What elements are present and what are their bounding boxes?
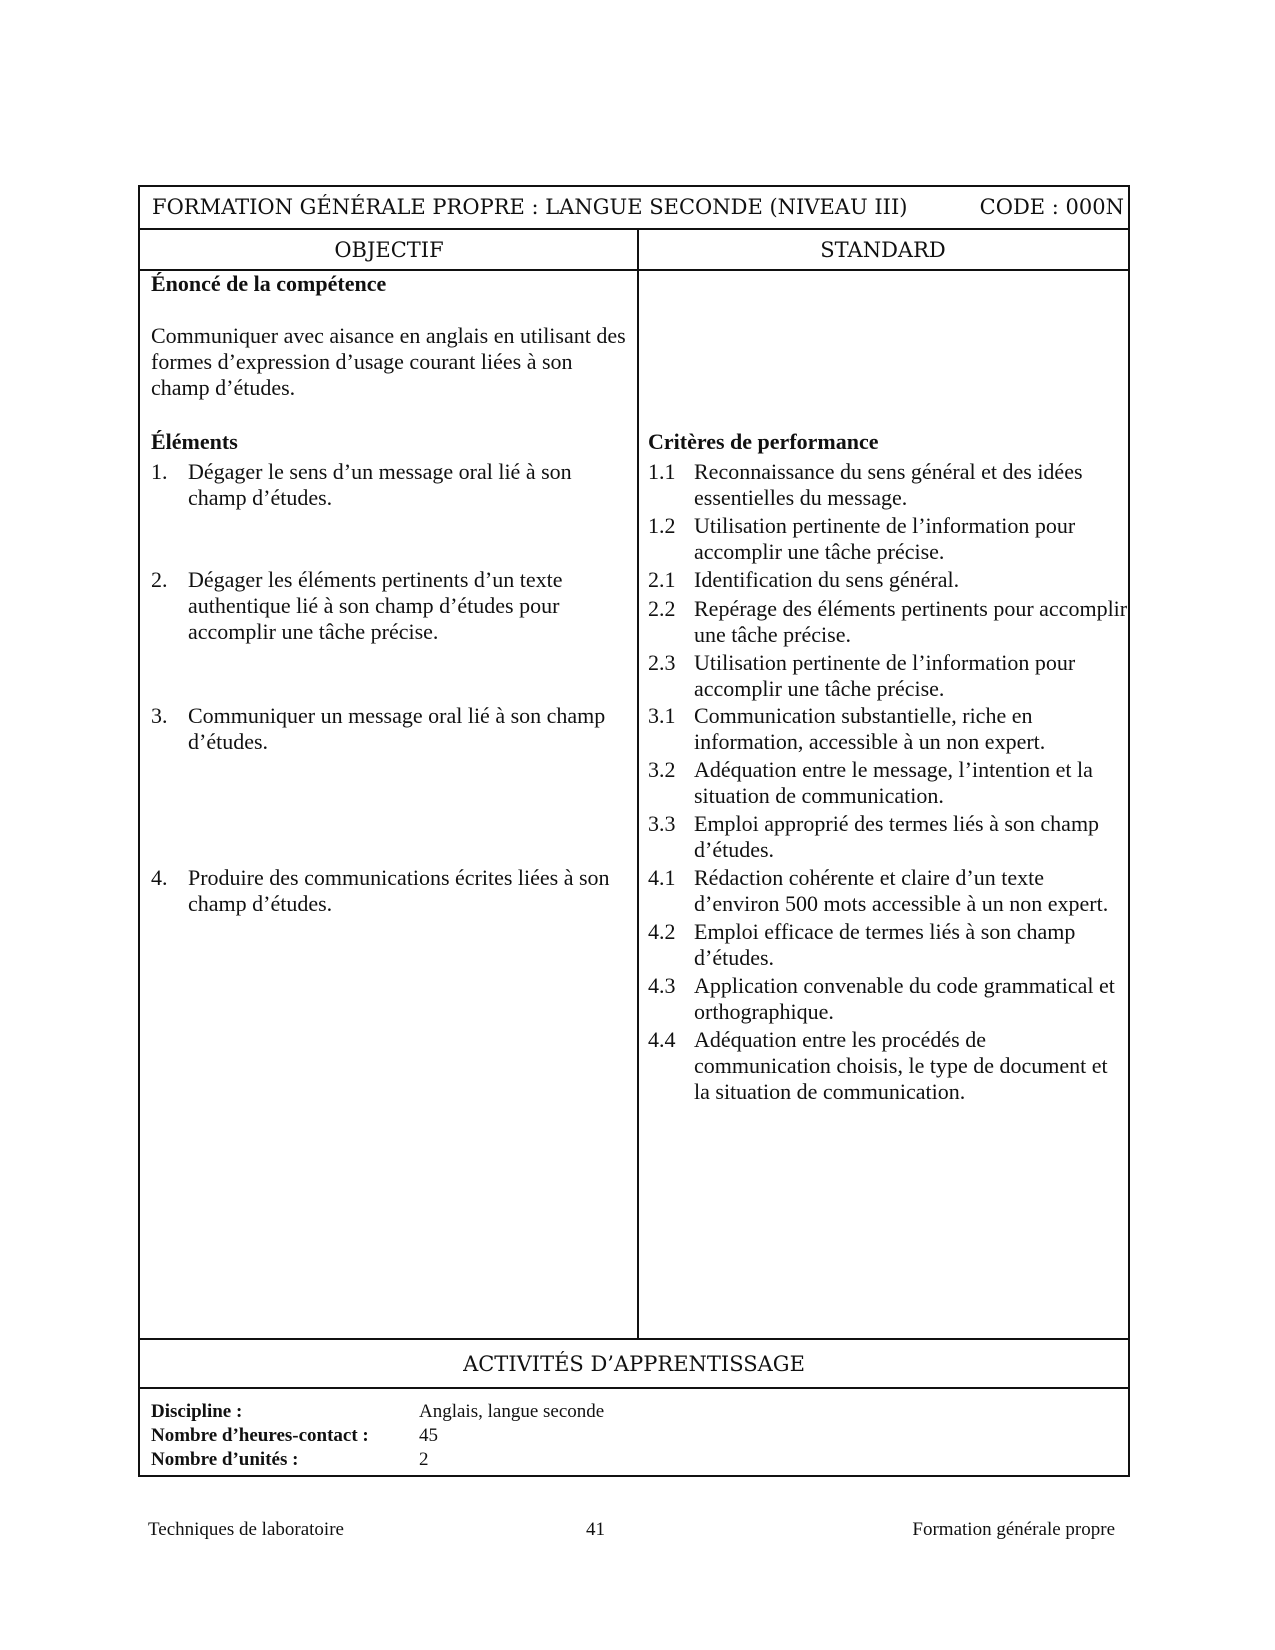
criterion-number: 2.1: [648, 567, 676, 592]
criterion-text: Utilisation pertinente de l’information pour accomplir une tâche précise.: [694, 513, 1076, 564]
course-code: CODE : 000N: [979, 195, 1124, 219]
criterion-item: [648, 811, 1128, 863]
criterion-number: 3.1: [648, 703, 676, 728]
criterion-number: 4.3: [648, 973, 676, 998]
column-header-standard: STANDARD: [638, 230, 1128, 271]
criterion-text: Adéquation entre les procédés de communication choisis, le type de document et la situation de communication.: [694, 1027, 1108, 1104]
criterion-number: 4.4: [648, 1027, 676, 1052]
element-text: Dégager le sens d’un message oral lié à son champ d’études.: [188, 459, 572, 510]
info-label: Nombre d’unités :: [151, 1449, 299, 1470]
criterion-item: [648, 919, 1128, 971]
criterion-number: 1.1: [648, 459, 676, 484]
criterion-item: [648, 650, 1128, 702]
criterion-number: 2.3: [648, 650, 676, 675]
criterion-text: Emploi efficace de termes liés à son champ d’études.: [694, 919, 1076, 970]
criterion-text: Application convenable du code grammatical et orthographique.: [694, 973, 1115, 1024]
element-item: [151, 459, 631, 511]
criterion-number: 4.2: [648, 919, 676, 944]
course-title: FORMATION GÉNÉRALE PROPRE : LANGUE SECONDE (NIVEAU III): [152, 195, 908, 219]
competence-heading: Énoncé de la compétence: [151, 271, 387, 296]
element-number: 4.: [151, 865, 168, 890]
info-value: 45: [419, 1425, 438, 1446]
info-value: Anglais, langue seconde: [419, 1401, 605, 1422]
criterion-item: [648, 459, 1128, 511]
elements-heading: Éléments: [151, 429, 238, 454]
element-item: [151, 865, 631, 917]
element-item: [151, 703, 631, 755]
criterion-text: Rédaction cohérente et claire d’un texte d’environ 500 mots accessible à un non expert.: [694, 865, 1109, 916]
criterion-text: Reconnaissance du sens général et des idées essentielles du message.: [694, 459, 1083, 510]
criterion-number: 3.2: [648, 757, 676, 782]
info-value: 2: [419, 1449, 429, 1470]
table-header: [140, 187, 1128, 230]
column-divider: [637, 230, 639, 1338]
element-text: Dégager les éléments pertinents d’un texte authentique lié à son champ d’études pour accomplir une tâche précise.: [188, 567, 563, 644]
criterion-text: Communication substantielle, riche en information, accessible à un non expert.: [694, 703, 1046, 754]
criterion-item: [648, 1027, 1128, 1105]
element-number: 3.: [151, 703, 168, 728]
criterion-number: 3.3: [648, 811, 676, 836]
activities-heading: ACTIVITÉS D’APPRENTISSAGE: [140, 1338, 1128, 1389]
criterion-item: [648, 973, 1128, 1025]
info-label: Discipline :: [151, 1401, 243, 1422]
criterion-item: [648, 513, 1128, 565]
criterion-item: [648, 757, 1128, 809]
footer-left: Techniques de laboratoire: [148, 1519, 344, 1540]
column-header-objectif: OBJECTIF: [140, 230, 638, 271]
criterion-text: Utilisation pertinente de l’information pour accomplir une tâche précise.: [694, 650, 1076, 701]
criterion-number: 2.2: [648, 596, 676, 621]
criteria-heading: Critères de performance: [648, 429, 879, 454]
competence-text: Communiquer avec aisance en anglais en utilisant des formes d’expression d’usage courant liées à son champ d’études.: [151, 323, 626, 400]
course-table: [138, 185, 1130, 1477]
criterion-item: [648, 865, 1128, 917]
page-number: 41: [586, 1519, 605, 1540]
criterion-item: [648, 567, 1128, 593]
criterion-item: [648, 596, 1128, 648]
element-text: Produire des communications écrites liées à son champ d’études.: [188, 865, 610, 916]
criterion-text: Repérage des éléments pertinents pour accomplir une tâche précise.: [694, 596, 1128, 647]
criterion-number: 4.1: [648, 865, 676, 890]
criterion-number: 1.2: [648, 513, 676, 538]
element-item: [151, 567, 631, 645]
element-text: Communiquer un message oral lié à son champ d’études.: [188, 703, 606, 754]
criterion-item: [648, 703, 1128, 755]
footer-right: Formation générale propre: [912, 1519, 1115, 1540]
element-number: 1.: [151, 459, 168, 484]
criterion-text: Emploi approprié des termes liés à son champ d’études.: [694, 811, 1100, 862]
criterion-text: Adéquation entre le message, l’intention et la situation de communication.: [694, 757, 1093, 808]
element-number: 2.: [151, 567, 168, 592]
info-label: Nombre d’heures-contact :: [151, 1425, 369, 1446]
criterion-text: Identification du sens général.: [694, 567, 960, 592]
